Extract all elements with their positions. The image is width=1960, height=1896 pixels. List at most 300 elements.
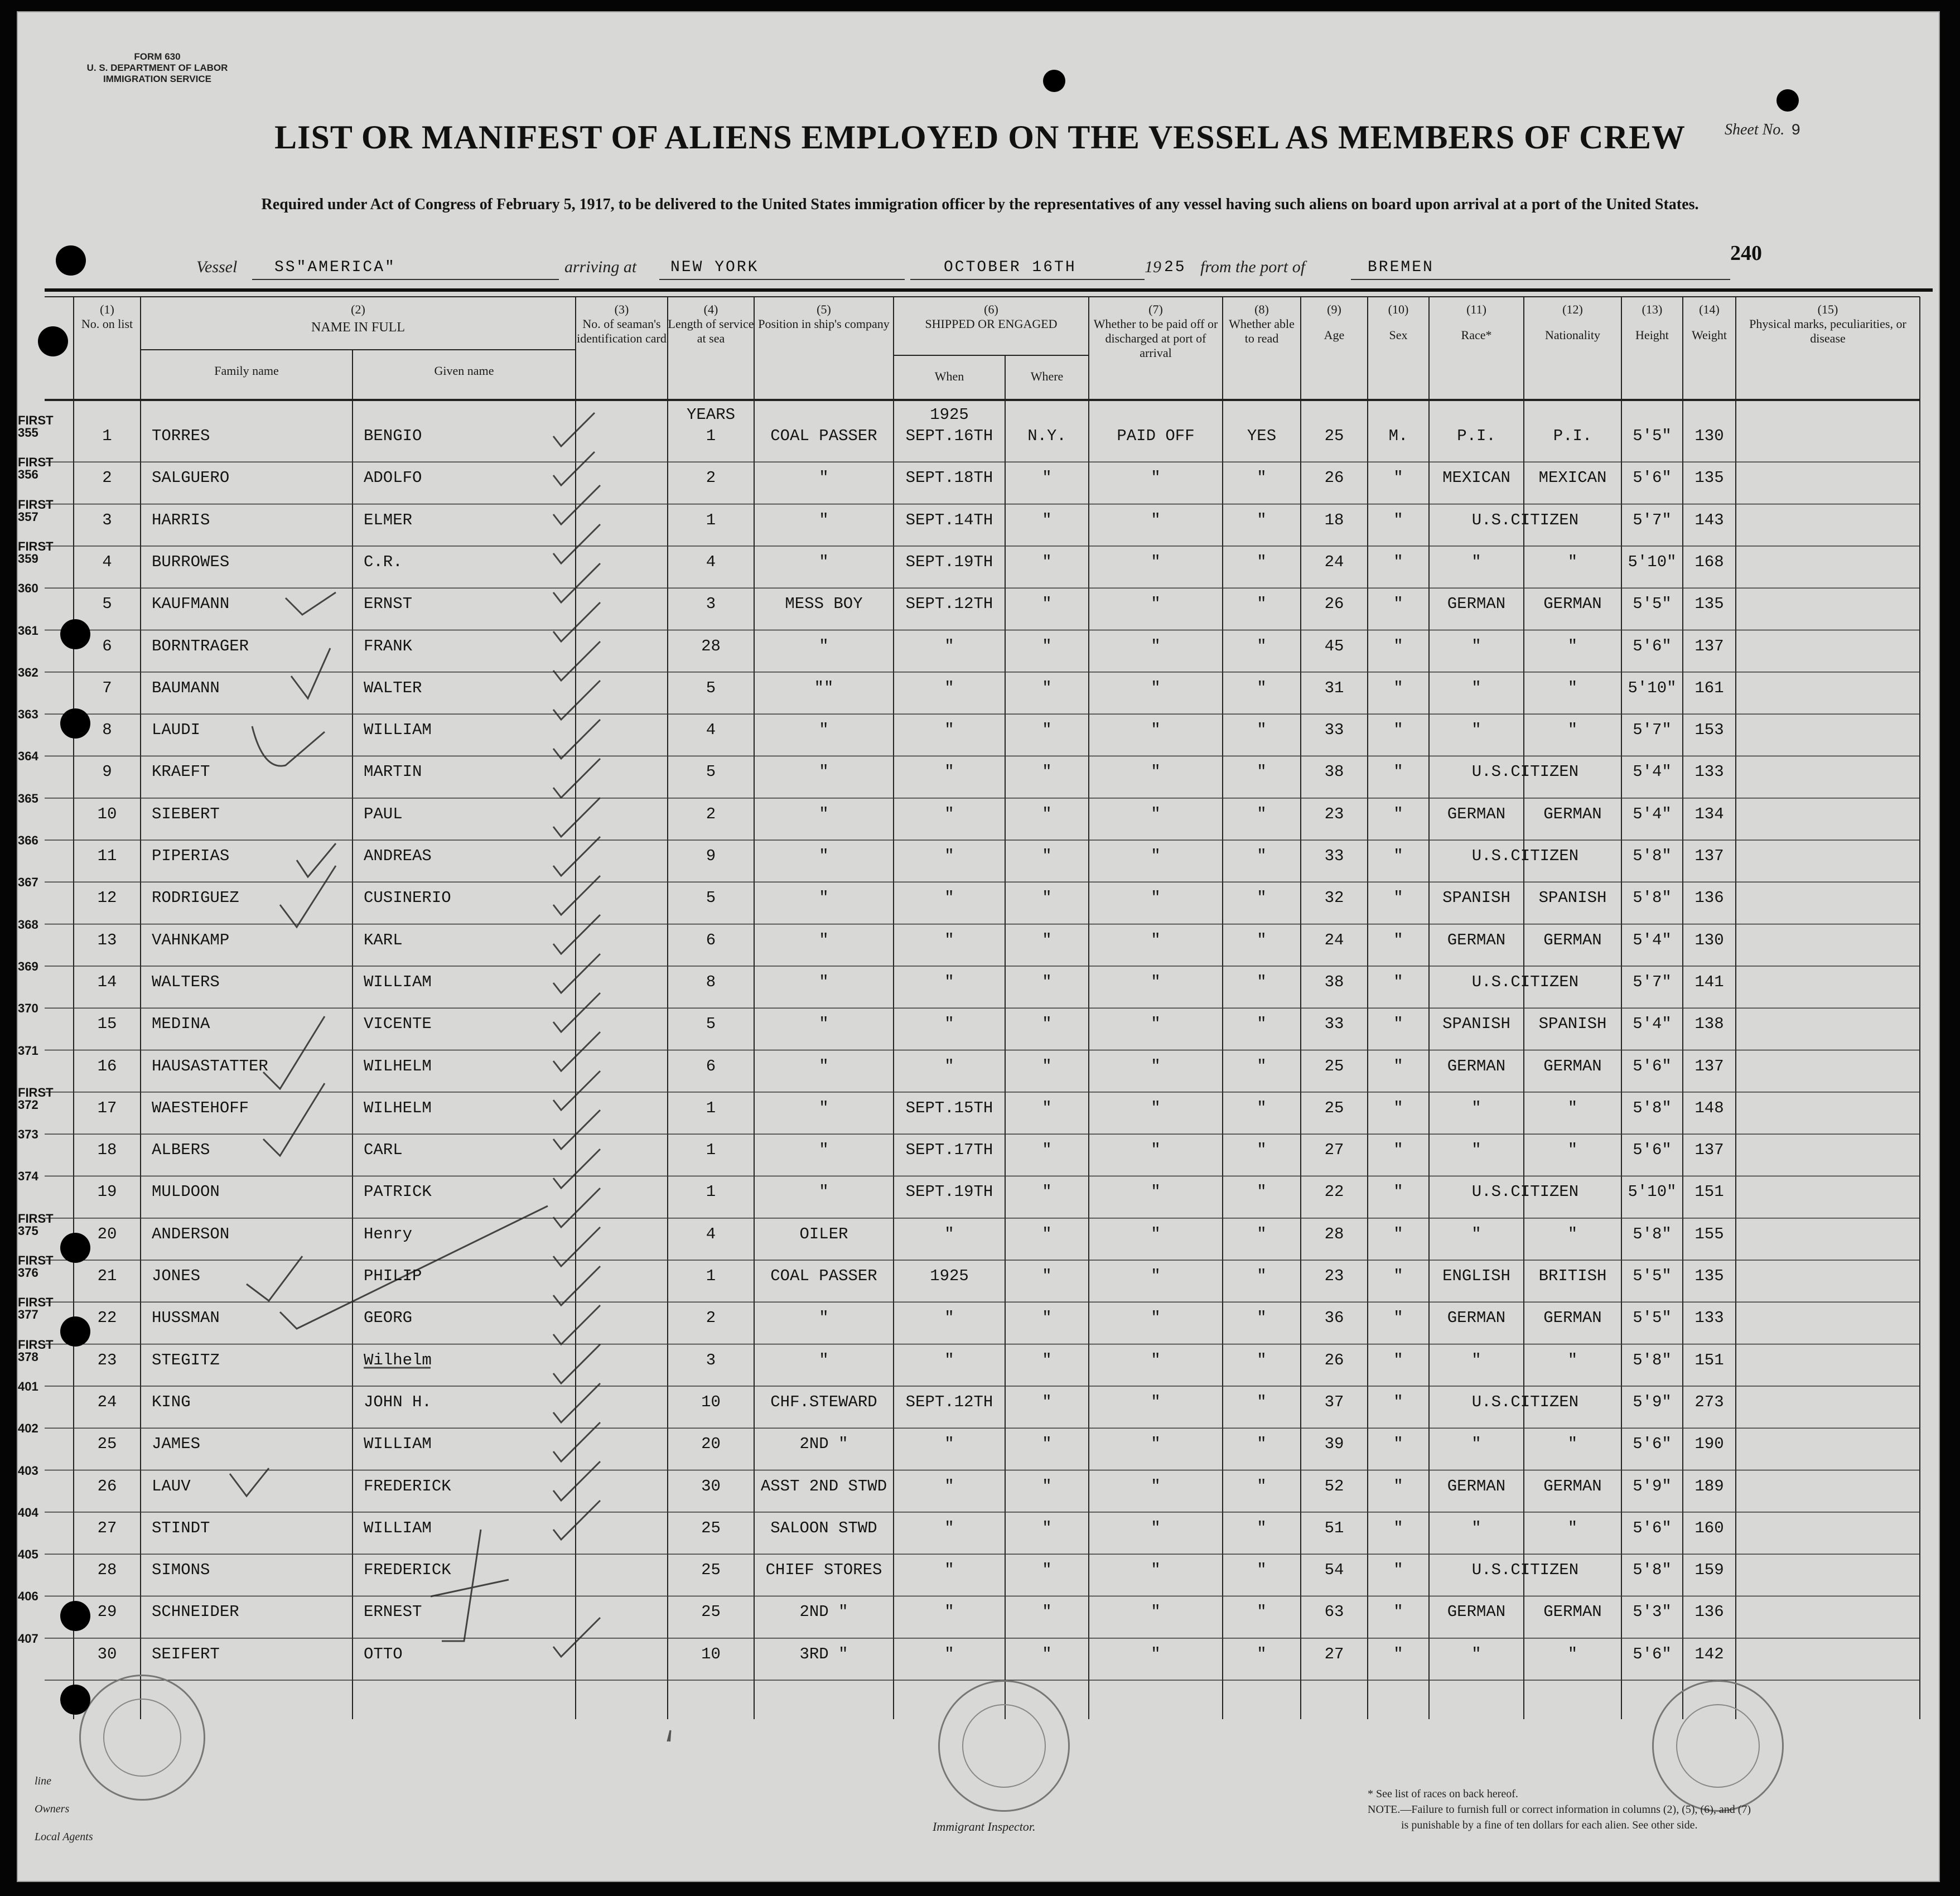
row-able-to-read: "	[1257, 1603, 1267, 1622]
col5-label: Position in ship's company	[758, 317, 890, 331]
row-shipped-where: "	[1042, 763, 1052, 781]
row-family-name: LAUDI	[152, 721, 201, 740]
row-able-to-read: "	[1257, 1141, 1267, 1160]
row-height: 5'8"	[1633, 889, 1672, 908]
year-prefix: 19	[1145, 258, 1161, 276]
row-position: "	[819, 721, 829, 740]
document-subtitle: Required under Act of Congress of February 5, 1917, to be delivered to the United States immigration officer by the representatives of any vessel having such aliens on board upon arrival at a port of the United States.	[261, 196, 1699, 213]
col13-number: (13)	[1642, 302, 1663, 316]
col3-label: No. of seaman's identification card	[577, 317, 667, 345]
sheet-number-label: Sheet No.	[1725, 121, 1785, 138]
row-given-name: FRANK	[364, 636, 413, 655]
col9-label: Age	[1324, 328, 1345, 342]
row-shipped-when: SEPT.16TH	[905, 427, 993, 445]
row-position: "	[819, 1183, 829, 1202]
row-paid-off: "	[1151, 721, 1161, 740]
row-service-years: 25	[701, 1603, 721, 1622]
row-race: "	[1471, 1644, 1481, 1663]
row-race: "	[1471, 721, 1481, 740]
row-able-to-read: "	[1257, 1392, 1267, 1411]
row-paid-off: "	[1151, 1603, 1161, 1622]
row-height: 5'8"	[1633, 1098, 1672, 1117]
row-sex: "	[1393, 1098, 1403, 1117]
col4-header	[668, 302, 754, 346]
row-position: "	[819, 847, 829, 865]
row-shipped-where: "	[1042, 930, 1052, 949]
row-sex: "	[1393, 1141, 1403, 1160]
row-height: 5'4"	[1633, 930, 1672, 949]
row-race: U.S.CITIZEN	[1471, 847, 1579, 865]
row-position: "	[819, 1309, 829, 1328]
col8-header	[1223, 302, 1301, 346]
row-nationality: "	[1567, 678, 1578, 697]
row-age: 28	[1324, 1224, 1344, 1243]
row-family-name: KAUFMANN	[152, 595, 230, 614]
row-weight: 137	[1695, 1056, 1724, 1075]
row-position: "	[819, 636, 829, 655]
row-able-to-read: "	[1257, 469, 1267, 488]
row-margin-number: 404	[18, 1505, 38, 1519]
row-weight: 138	[1695, 1015, 1724, 1034]
row-age: 23	[1324, 804, 1344, 823]
col15-number: (15)	[1817, 302, 1838, 316]
row-weight: 153	[1695, 721, 1724, 740]
col4-label: Length of service at sea	[668, 317, 754, 345]
row-height: 5'6"	[1633, 1518, 1672, 1537]
row-shipped-where: "	[1042, 804, 1052, 823]
row-margin-number: 371	[18, 1043, 38, 1058]
row-shipped-when: "	[944, 1350, 954, 1369]
col12-label: Nationality	[1545, 328, 1600, 342]
row-shipped-when: "	[944, 1056, 954, 1075]
form-id-line: FORM 630	[134, 51, 181, 62]
row-nationality: GERMAN	[1543, 1477, 1602, 1495]
row-age: 24	[1324, 552, 1344, 571]
col11-label: Race*	[1461, 328, 1492, 342]
row-shipped-where: "	[1042, 678, 1052, 697]
row-sex: "	[1393, 595, 1403, 614]
binder-hole	[1776, 89, 1799, 112]
row-shipped-where: "	[1042, 1435, 1052, 1454]
col7-number: (7)	[1148, 302, 1163, 316]
row-shipped-when: SEPT.19TH	[905, 1183, 993, 1202]
row-paid-off: "	[1151, 1224, 1161, 1243]
row-age: 37	[1324, 1392, 1344, 1411]
row-service-years: 1	[706, 1267, 716, 1285]
row-shipped-when: "	[944, 1224, 954, 1243]
row-weight: 134	[1695, 804, 1724, 823]
row-margin-number: FIRST 355	[18, 413, 54, 440]
row-family-name: SEIFERT	[152, 1644, 220, 1663]
row-shipped-where: "	[1042, 469, 1052, 488]
col15-header	[1736, 302, 1920, 346]
row-given-name: C.R.	[364, 552, 403, 571]
row-list-number: 6	[102, 636, 112, 655]
row-able-to-read: "	[1257, 552, 1267, 571]
row-sex: "	[1393, 930, 1403, 949]
row-paid-off: "	[1151, 1309, 1161, 1328]
row-age: 26	[1324, 1350, 1344, 1369]
row-list-number: 7	[102, 678, 112, 697]
row-paid-off: "	[1151, 1644, 1161, 1663]
row-age: 18	[1324, 510, 1344, 529]
row-given-name: VICENTE	[364, 1015, 432, 1034]
row-height: 5'6"	[1633, 1644, 1672, 1663]
row-given-name: FREDERICK	[364, 1477, 451, 1495]
row-family-name: KING	[152, 1392, 191, 1411]
page-number: 240	[1730, 242, 1762, 265]
row-paid-off: "	[1151, 930, 1161, 949]
row-height: 5'9"	[1633, 1477, 1672, 1495]
row-race: GERMAN	[1447, 1309, 1506, 1328]
row-given-name: OTTO	[364, 1644, 403, 1663]
row-weight: 161	[1695, 678, 1724, 697]
row-family-name: WALTERS	[152, 972, 220, 991]
row-given-name: BENGIO	[364, 427, 422, 445]
row-age: 54	[1324, 1561, 1344, 1580]
row-given-name: ELMER	[364, 510, 413, 529]
row-paid-off: "	[1151, 1392, 1161, 1411]
row-able-to-read: "	[1257, 1518, 1267, 1537]
row-sex: "	[1393, 889, 1403, 908]
row-sex: "	[1393, 1015, 1403, 1034]
immigrant-inspector-label: Immigrant Inspector.	[933, 1820, 1036, 1834]
row-given-name: CARL	[364, 1141, 403, 1160]
row-list-number: 1	[102, 427, 112, 445]
from-port-label: from the port of	[1200, 258, 1306, 276]
row-able-to-read: "	[1257, 595, 1267, 614]
row-height: 5'7"	[1633, 972, 1672, 991]
row-position: "	[819, 972, 829, 991]
shipped-year-label: 1925	[930, 406, 969, 424]
row-list-number: 18	[97, 1141, 117, 1160]
row-able-to-read: "	[1257, 721, 1267, 740]
row-race: "	[1471, 636, 1481, 655]
row-list-number: 24	[97, 1392, 117, 1411]
row-family-name: JONES	[152, 1267, 201, 1285]
row-race: U.S.CITIZEN	[1471, 1561, 1579, 1580]
row-family-name: KRAEFT	[152, 763, 210, 781]
row-given-name: WILHELM	[364, 1098, 432, 1117]
row-race: GERMAN	[1447, 1477, 1506, 1495]
row-list-number: 4	[102, 552, 112, 571]
row-service-years: 25	[701, 1561, 721, 1580]
row-service-years: 1	[706, 1141, 716, 1160]
row-paid-off: "	[1151, 1561, 1161, 1580]
row-margin-number: FIRST 372	[18, 1085, 54, 1112]
row-paid-off: "	[1151, 595, 1161, 614]
row-paid-off: "	[1151, 763, 1161, 781]
row-height: 5'8"	[1633, 1224, 1672, 1243]
row-shipped-where: "	[1042, 595, 1052, 614]
row-age: 27	[1324, 1644, 1344, 1663]
row-race: GERMAN	[1447, 1056, 1506, 1075]
row-shipped-when: "	[944, 763, 954, 781]
row-position: "	[819, 1056, 829, 1075]
row-nationality: SPANISH	[1538, 1015, 1607, 1034]
row-age: 31	[1324, 678, 1344, 697]
row-margin-number: FIRST 376	[18, 1253, 54, 1280]
row-list-number: 8	[102, 721, 112, 740]
row-weight: 155	[1695, 1224, 1724, 1243]
row-height: 5'4"	[1633, 763, 1672, 781]
row-paid-off: "	[1151, 552, 1161, 571]
row-height: 5'10"	[1628, 1183, 1677, 1202]
row-shipped-where: "	[1042, 1056, 1052, 1075]
footer-side-label: line	[35, 1775, 51, 1787]
row-shipped-when: SEPT.19TH	[905, 552, 993, 571]
row-weight: 151	[1695, 1183, 1724, 1202]
row-margin-number: 368	[18, 917, 38, 932]
row-paid-off: "	[1151, 804, 1161, 823]
row-nationality: GERMAN	[1543, 1603, 1602, 1622]
row-shipped-when: SEPT.14TH	[905, 510, 993, 529]
row-weight: 189	[1695, 1477, 1724, 1495]
row-height: 5'3"	[1633, 1603, 1672, 1622]
row-family-name: WAESTEHOFF	[152, 1098, 249, 1117]
row-margin-number: 373	[18, 1127, 38, 1142]
vessel-value: SS"AMERICA"	[274, 259, 396, 276]
row-race: GERMAN	[1447, 1603, 1506, 1622]
row-shipped-when: "	[944, 804, 954, 823]
row-height: 5'4"	[1633, 804, 1672, 823]
row-margin-number: 406	[18, 1589, 38, 1604]
row-sex: "	[1393, 1224, 1403, 1243]
row-service-years: 4	[706, 721, 716, 740]
row-margin-number: 407	[18, 1631, 38, 1646]
row-given-name: KARL	[364, 930, 403, 949]
row-weight: 133	[1695, 763, 1724, 781]
row-family-name: RODRIGUEZ	[152, 889, 239, 908]
row-age: 26	[1324, 595, 1344, 614]
col8-number: (8)	[1254, 302, 1269, 316]
row-shipped-where: "	[1042, 847, 1052, 865]
row-age: 33	[1324, 1015, 1344, 1034]
row-paid-off: "	[1151, 1350, 1161, 1369]
row-able-to-read: "	[1257, 763, 1267, 781]
row-height: 5'5"	[1633, 427, 1672, 445]
row-nationality: MEXICAN	[1538, 469, 1607, 488]
row-shipped-where: "	[1042, 552, 1052, 571]
row-family-name: VAHNKAMP	[152, 930, 230, 949]
row-able-to-read: "	[1257, 1183, 1267, 1202]
row-weight: 151	[1695, 1350, 1724, 1369]
col3-header	[576, 302, 668, 346]
row-nationality: P.I.	[1553, 427, 1592, 445]
row-shipped-where: "	[1042, 1224, 1052, 1243]
row-age: 24	[1324, 930, 1344, 949]
row-sex: "	[1393, 1477, 1403, 1495]
row-race: P.I.	[1457, 427, 1496, 445]
vessel-label: Vessel	[196, 258, 238, 276]
row-race: SPANISH	[1442, 889, 1510, 908]
row-paid-off: "	[1151, 889, 1161, 908]
row-given-name: WALTER	[364, 678, 422, 697]
row-service-years: 2	[706, 469, 716, 488]
row-margin-number: 367	[18, 875, 38, 890]
row-race: "	[1471, 1435, 1481, 1454]
row-service-years: 2	[706, 1309, 716, 1328]
row-margin-number: 362	[18, 665, 38, 679]
row-paid-off: "	[1151, 1183, 1161, 1202]
row-margin-number: FIRST 377	[18, 1295, 54, 1322]
row-family-name: BAUMANN	[152, 678, 220, 697]
row-margin-number: 369	[18, 959, 38, 973]
row-nationality: GERMAN	[1543, 1309, 1602, 1328]
row-shipped-when: "	[944, 1518, 954, 1537]
row-race: "	[1471, 1518, 1481, 1537]
row-sex: "	[1393, 721, 1403, 740]
row-shipped-where: "	[1042, 1141, 1052, 1160]
row-sex: M.	[1388, 427, 1408, 445]
row-given-name: WILLIAM	[364, 972, 432, 991]
row-age: 25	[1324, 1098, 1344, 1117]
row-list-number: 15	[97, 1015, 117, 1034]
row-list-number: 27	[97, 1518, 117, 1537]
shipped-where-header: Where	[1030, 369, 1064, 383]
row-shipped-where: N.Y.	[1027, 427, 1066, 445]
row-sex: "	[1393, 552, 1403, 571]
row-sex: "	[1393, 804, 1403, 823]
row-sex: "	[1393, 636, 1403, 655]
col10-label: Sex	[1389, 328, 1408, 342]
row-service-years: 1	[706, 427, 716, 445]
row-able-to-read: "	[1257, 636, 1267, 655]
row-able-to-read: "	[1257, 1644, 1267, 1663]
row-shipped-where: "	[1042, 1015, 1052, 1034]
row-service-years: 4	[706, 1224, 716, 1243]
row-given-name: CUSINERIO	[364, 889, 451, 908]
row-list-number: 28	[97, 1561, 117, 1580]
row-list-number: 17	[97, 1098, 117, 1117]
col8-label: Whether able to read	[1229, 317, 1295, 345]
row-height: 5'6"	[1633, 1141, 1672, 1160]
row-family-name: BURROWES	[152, 552, 230, 571]
row-list-number: 19	[97, 1183, 117, 1202]
row-height: 5'8"	[1633, 1561, 1672, 1580]
footer-side-label: Owners	[35, 1803, 70, 1815]
row-age: 38	[1324, 763, 1344, 781]
row-list-number: 30	[97, 1644, 117, 1663]
binder-hole	[60, 708, 90, 739]
row-family-name: HARRIS	[152, 510, 210, 529]
row-list-number: 29	[97, 1603, 117, 1622]
row-shipped-when: "	[944, 721, 954, 740]
row-age: 25	[1324, 427, 1344, 445]
document-title: LIST OR MANIFEST OF ALIENS EMPLOYED ON THE VESSEL AS MEMBERS OF CREW	[274, 119, 1686, 156]
col2-number: (2)	[351, 302, 365, 316]
row-shipped-when: "	[944, 930, 954, 949]
row-list-number: 2	[102, 469, 112, 488]
row-paid-off: "	[1151, 1098, 1161, 1117]
row-margin-number: 405	[18, 1547, 38, 1562]
row-age: 39	[1324, 1435, 1344, 1454]
row-given-name: GEORG	[364, 1309, 413, 1328]
row-margin-number: FIRST 359	[18, 539, 54, 566]
consulate-stamp-left	[79, 1675, 205, 1801]
row-shipped-when: SEPT.17TH	[905, 1141, 993, 1160]
row-able-to-read: "	[1257, 889, 1267, 908]
row-service-years: 10	[701, 1644, 721, 1663]
given-name-header: Given name	[434, 364, 494, 378]
row-race: GERMAN	[1447, 804, 1506, 823]
row-race: "	[1471, 1224, 1481, 1243]
row-family-name: PIPERIAS	[152, 847, 230, 865]
row-shipped-when: SEPT.18TH	[905, 469, 993, 488]
col15-label: Physical marks, peculiarities, or disease	[1749, 317, 1906, 345]
row-margin-number: 366	[18, 833, 38, 847]
row-race: GERMAN	[1447, 595, 1506, 614]
row-margin-number: 370	[18, 1001, 38, 1016]
row-family-name: TORRES	[152, 427, 210, 445]
col6-label: SHIPPED OR ENGAGED	[925, 317, 1058, 331]
row-margin-number: 374	[18, 1169, 38, 1184]
row-age: 23	[1324, 1267, 1344, 1285]
row-nationality: "	[1567, 1141, 1578, 1160]
row-shipped-when: "	[944, 1435, 954, 1454]
row-height: 5'6"	[1633, 1435, 1672, 1454]
row-service-years: 10	[701, 1392, 721, 1411]
form-id-line: IMMIGRATION SERVICE	[103, 74, 211, 84]
row-margin-number: 402	[18, 1421, 38, 1436]
row-paid-off: "	[1151, 1267, 1161, 1285]
row-margin-number: 365	[18, 791, 38, 805]
row-race: U.S.CITIZEN	[1471, 1183, 1579, 1202]
row-family-name: SALGUERO	[152, 469, 230, 488]
row-position: "	[819, 930, 829, 949]
row-paid-off: "	[1151, 847, 1161, 865]
row-nationality: "	[1567, 1098, 1578, 1117]
col14-label: Weight	[1692, 328, 1727, 342]
row-able-to-read: "	[1257, 1224, 1267, 1243]
row-shipped-where: "	[1042, 972, 1052, 991]
row-paid-off: "	[1151, 636, 1161, 655]
row-shipped-where: "	[1042, 1350, 1052, 1369]
row-list-number: 22	[97, 1309, 117, 1328]
row-paid-off: PAID OFF	[1117, 427, 1195, 445]
row-able-to-read: "	[1257, 678, 1267, 697]
row-race: U.S.CITIZEN	[1471, 1392, 1579, 1411]
row-age: 38	[1324, 972, 1344, 991]
row-able-to-read: YES	[1247, 427, 1277, 445]
penalty-note-line2: is punishable by a fine of ten dollars for each alien. See other side.	[1401, 1819, 1698, 1831]
row-service-years: 25	[701, 1518, 721, 1537]
row-list-number: 5	[102, 595, 112, 614]
row-height: 5'7"	[1633, 721, 1672, 740]
binder-hole	[60, 1233, 90, 1263]
row-nationality: "	[1567, 1435, 1578, 1454]
row-service-years: 5	[706, 1015, 716, 1034]
row-height: 5'10"	[1628, 678, 1677, 697]
row-position: MESS BOY	[785, 595, 863, 614]
row-list-number: 23	[97, 1350, 117, 1369]
row-race: ENGLISH	[1442, 1267, 1510, 1285]
row-service-years: 3	[706, 595, 716, 614]
row-position: CHF.STEWARD	[770, 1392, 877, 1411]
binder-hole	[60, 1601, 90, 1631]
row-nationality: "	[1567, 721, 1578, 740]
row-weight: 159	[1695, 1561, 1724, 1580]
row-position: COAL PASSER	[770, 427, 877, 445]
row-able-to-read: "	[1257, 930, 1267, 949]
row-sex: "	[1393, 1183, 1403, 1202]
row-able-to-read: "	[1257, 1056, 1267, 1075]
row-given-name: WILLIAM	[364, 1435, 432, 1454]
row-nationality: "	[1567, 1224, 1578, 1243]
row-paid-off: "	[1151, 1518, 1161, 1537]
row-paid-off: "	[1151, 469, 1161, 488]
row-given-name: PATRICK	[364, 1183, 432, 1202]
